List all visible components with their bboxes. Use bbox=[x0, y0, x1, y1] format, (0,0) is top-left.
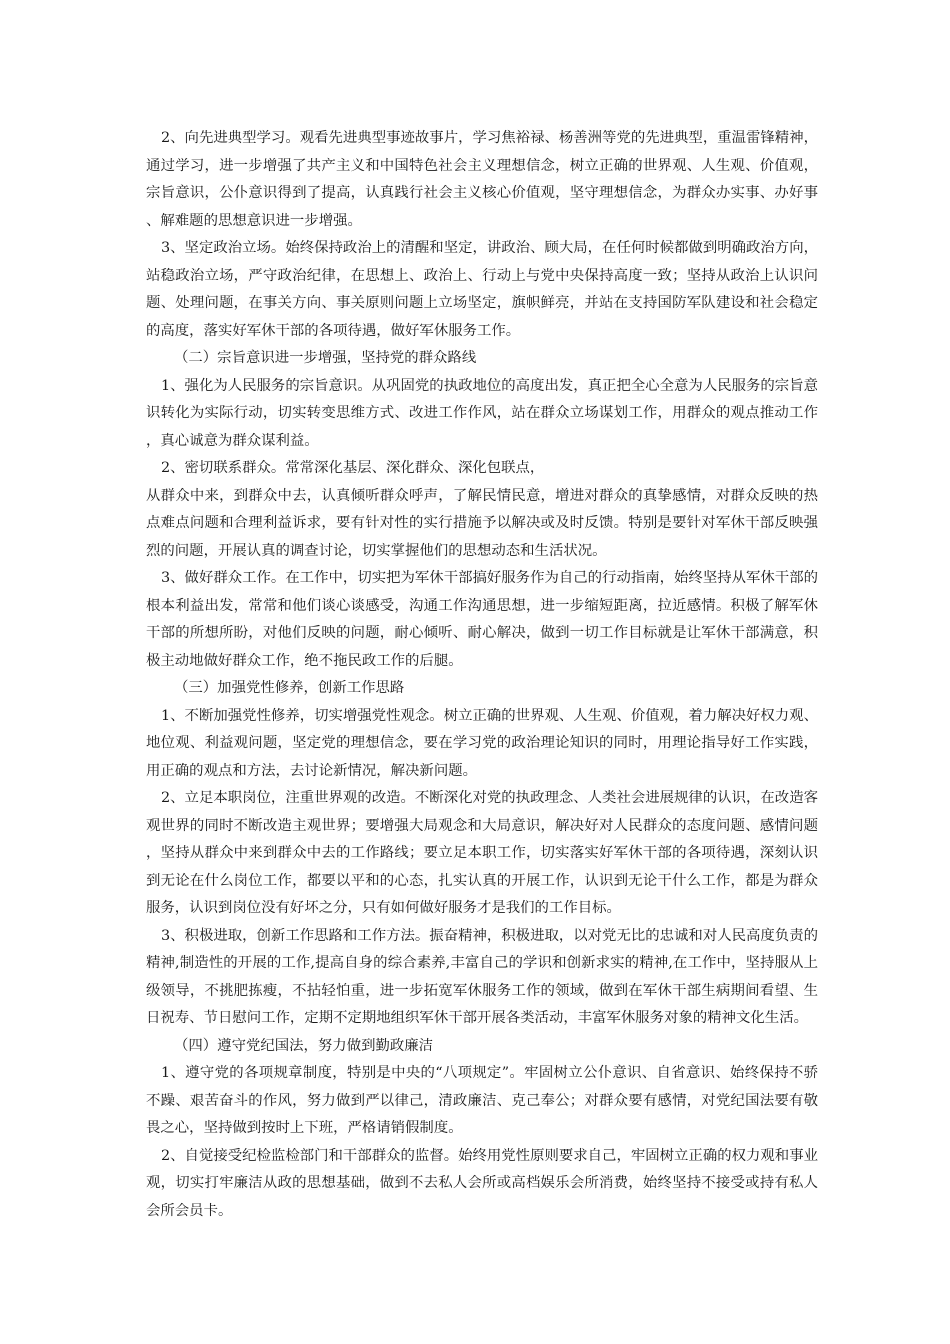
section-heading-2: （二）宗旨意识进一步增强，坚持党的群众路线 bbox=[174, 350, 477, 366]
paragraph-supervision: 2、自觉接受纪检监检部门和干部群众的监督。始终用党性原则要求自己，牢固树立正确的权力观和事业观，切实打牢廉洁从政的思想基础，做到不去私人会所或高档娱乐会所消费，始终坚持不接受或持有私人会所会员卡。 bbox=[146, 1147, 818, 1219]
section-heading-4: （四）遵守党纪国法，努力做到勤政廉洁 bbox=[174, 1037, 434, 1054]
paragraph-innovation: 3、积极进取，创新工作思路和工作方法。振奋精神，积极进取，以对党无比的忠诚和对人民高度负责的精神,制造性的开展的工作,提高自身的综合素养,丰富自己的学识和创新求实的精神,在工作中，坚持服从上级领导，不挑肥拣瘦，不拈轻怕重，进一步拓宽军休服务工作的领域，做到在军休干部生病期间看望、生日祝寿、节日慰问工作，定期不定期地组织军休干部开展各类活动，丰富军休服务对象的精神文化生活。 bbox=[146, 927, 818, 1026]
paragraph-regulations: 1、遵守党的各项规章制度，特别是中央的“八项规定”。牢固树立公仆意识、自省意识、始终保持不骄不躁、艰苦奋斗的作风，努力做到严以律己，清政廉洁、克己奉公；对群众要有感情，对党纪国法要有敬畏之心，坚持做到按时上下班，严格请销假制度。 bbox=[146, 1065, 818, 1136]
paragraph-worldview: 2、立足本职岗位，注重世界观的改造。不断深化对党的执政理念、人类社会进展规律的认识，在改造客观世界的同时不断改造主观世界；要增强大局观念和大局意识，解决好对人民群众的态度问题、感情问题，坚持从群众中来到群众中去的工作路线；要立足本职工作，切实落实好军休干部的各项待遇，深刻认识到无论在什么岗位工作，都要以平和的心态，扎实认真的开展工作，认识到无论干什么工作，都是为群众服务，认识到岗位没有好坏之分，只有如何做好服务才是我们的工作目标。 bbox=[146, 790, 818, 916]
document-body bbox=[146, 125, 818, 1225]
paragraph-party-spirit: 1、不断加强党性修养，切实增强党性观念。树立正确的世界观、人生观、价值观，着力解决好权力观、地位观、利益观问题，坚定党的理想信念，要在学习党的政治理论知识的同时，用理论指导好工作实践，用正确的观点和方法，去讨论新情况，解决新问题。 bbox=[146, 707, 818, 779]
paragraph-contact-masses-cont: 从群众中来，到群众中去，认真倾听群众呼声，了解民情民意，增进对群众的真挚感情，对群众反映的热点难点问题和合理利益诉求，要有针对性的实行措施予以解决或及时反馈。特别是要针对军休干部反映强烈的问题，开展认真的调查讨论，切实掌握他们的思想动态和生活状况。 bbox=[146, 487, 818, 559]
paragraph-mass-work: 3、做好群众工作。在工作中，切实把为军休干部搞好服务作为自己的行动指南，始终坚持从军休干部的根本利益出发，常常和他们谈心谈感受，沟通工作沟通思想，进一步缩短距离，拉近感情。积极了解军休干部的所想所盼，对他们反映的问题，耐心倾听、耐心解决，做到一切工作目标就是让军休干部满意，积极主动地做好群众工作，绝不拖民政工作的后腿。 bbox=[146, 570, 818, 669]
paragraph-study-models: 2、向先进典型学习。观看先进典型事迹故事片，学习焦裕禄、杨善洲等党的先进典型，重温雷锋精神，通过学习，进一步增强了共产主义和中国特色社会主义理想信念，树立正确的世界观、人生观、价值观，宗旨意识，公仆意识得到了提高，认真践行社会主义核心价值观，坚守理想信念，为群众办实事、办好事、解难题的思想意识进一步增强。 bbox=[146, 130, 818, 229]
section-heading-3: （三）加强党性修养，创新工作思路 bbox=[174, 680, 405, 696]
paragraph-contact-masses: 2、密切联系群众。常常深化基层、深化群众、深化包联点， bbox=[161, 460, 545, 476]
paragraph-serve-people: 1、强化为人民服务的宗旨意识。从巩固党的执政地位的高度出发，真正把全心全意为人民服务的宗旨意识转化为实际行动，切实转变思维方式、改进工作作风，站在群众立场谋划工作，用群众的观点推动工作，真心诚意为群众谋利益。 bbox=[146, 377, 818, 449]
paragraph-political-stance: 3、坚定政治立场。始终保持政治上的清醒和坚定，讲政治、顾大局，在任何时候都做到明确政治方向，站稳政治立场，严守政治纪律，在思想上、政治上、行动上与党中央保持高度一致；坚持从政治上认识问题、处理问题，在事关方向、事关原则问题上立场坚定，旗帜鲜亮，并站在支持国防军队建设和社会稳定的高度，落实好军休干部的各项待遇，做好军休服务工作。 bbox=[146, 240, 818, 339]
